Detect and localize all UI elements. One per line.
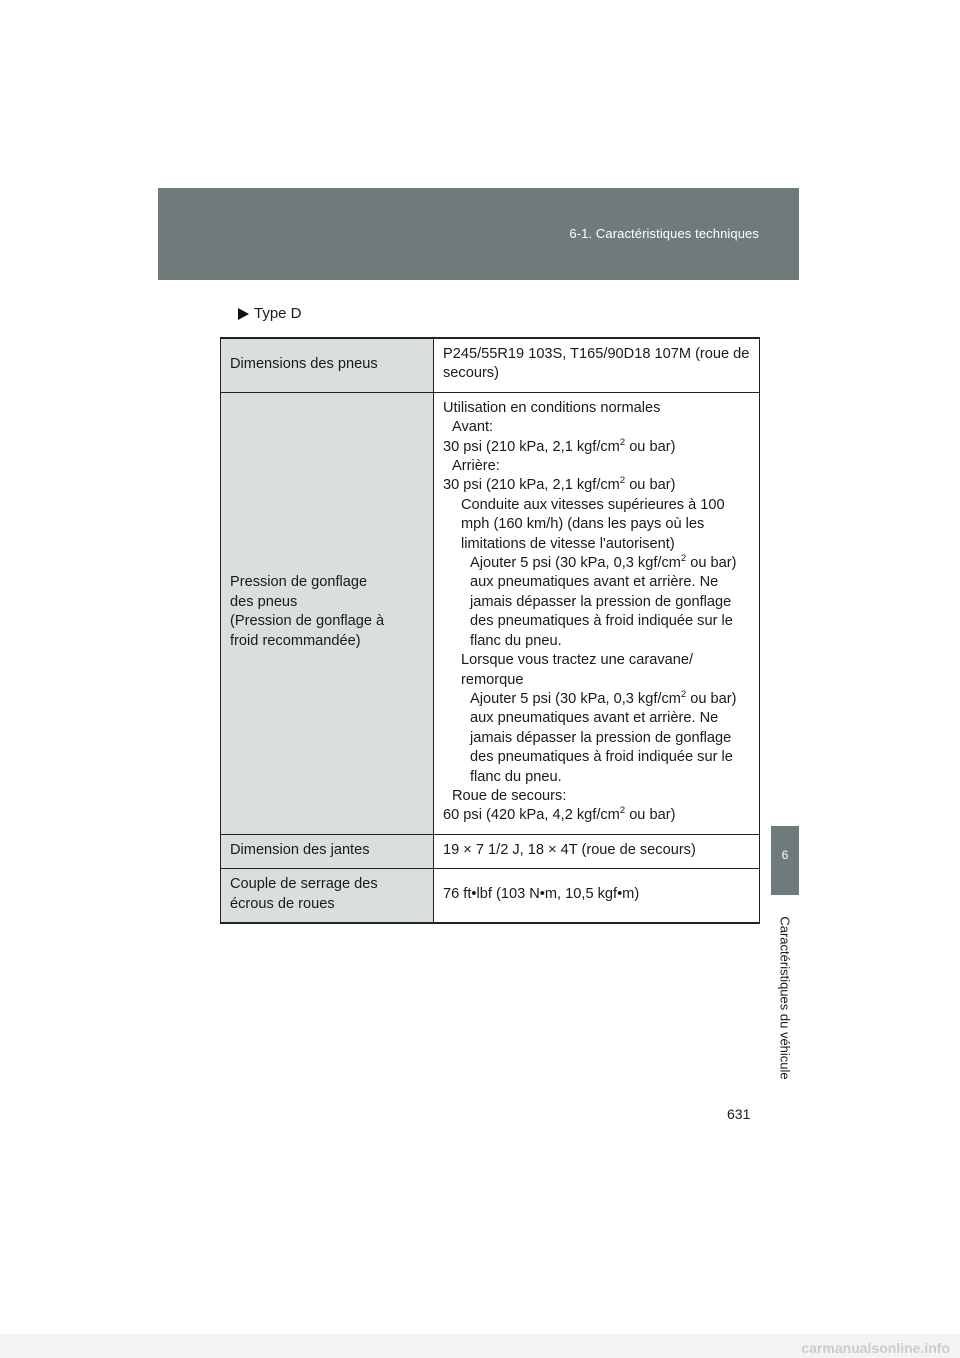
rear-label: Arrière:	[452, 458, 500, 475]
pressure-label-line: Pression de gonflage	[230, 574, 368, 591]
front-label: Avant:	[452, 419, 494, 436]
section-title: 6-1. Caractéristiques techniques	[569, 226, 759, 241]
high-speed-instruction: Ajouter 5 psi (30 kPa, 0,3 kgf/$cm^2$ ou bar) aux pneumatiques avant et arrière. Ne jamais dépasser la pression de gonflage des pneumatiques à froid indiquée sur le flanc du pneu.	[470, 553, 737, 649]
tire-size-value: P245/55R19 103S, T165/90D18 107M (roue de secours)	[434, 338, 760, 392]
high-speed-title: Conduite aux vitesses supérieures à 100 mph (160 km/h) (dans les pays où les limitations de vitesse l'autorisent)	[461, 496, 725, 552]
towing-instruction: Ajouter 5 psi (30 kPa, 0,3 kgf/$cm^2$ ou bar) aux pneumatiques avant et arrière. Ne jamais dépasser la pression de gonflage des pneumatiques à froid indiquée sur le flanc du pneu.	[470, 688, 737, 785]
chapter-number: 6	[781, 848, 789, 862]
pressure-label-line: (Pression de gonflage à	[230, 613, 385, 630]
table-row	[221, 338, 760, 392]
spare-pressure-value: 60 psi (420 kPa, 4,2 kgf/$cm^2$ ou bar)	[443, 805, 676, 824]
chapter-label: Caractéristiques du véhicule	[777, 916, 793, 1080]
triangle-bullet-icon	[238, 308, 249, 320]
section-heading-text: Type D	[254, 305, 302, 322]
torque-label: Couple de serrage des écrous de roues	[221, 869, 434, 923]
front-pressure-value: 30 psi (210 kPa, 2,1 kgf/$cm^2$ ou bar)	[443, 436, 676, 455]
tire-size-label: Dimensions des pneus	[221, 338, 434, 392]
header-band	[158, 188, 799, 280]
table-row	[221, 834, 760, 868]
torque-value: 76 ft•lbf (103 N•m, 10,5 kgf•m)	[434, 869, 760, 923]
spare-label: Roue de secours:	[452, 787, 567, 804]
watermark-band	[0, 1334, 960, 1358]
rear-pressure-value: 30 psi (210 kPa, 2,1 kgf/$cm^2$ ou bar)	[443, 475, 676, 494]
tire-spec-table	[220, 337, 760, 924]
section-heading	[238, 305, 302, 322]
towing-title: Lorsque vous tractez une caravane/ remorque	[461, 652, 694, 688]
watermark-text: carmanualsonline.info	[801, 1340, 950, 1356]
pressure-label-line: des pneus	[230, 593, 298, 610]
pressure-label	[221, 392, 434, 834]
normal-conditions-title: Utilisation en conditions normales	[443, 399, 661, 416]
rim-size-value: 19 × 7 1/2 J, 18 × 4T (roue de secours)	[434, 834, 760, 868]
pressure-value	[434, 392, 760, 834]
chapter-tab[interactable]	[771, 826, 799, 895]
table-row	[221, 392, 760, 834]
pressure-label-line: froid recommandée)	[230, 632, 361, 649]
table-row	[221, 869, 760, 923]
page-number: 631	[727, 1106, 751, 1122]
rim-size-label: Dimension des jantes	[221, 834, 434, 868]
